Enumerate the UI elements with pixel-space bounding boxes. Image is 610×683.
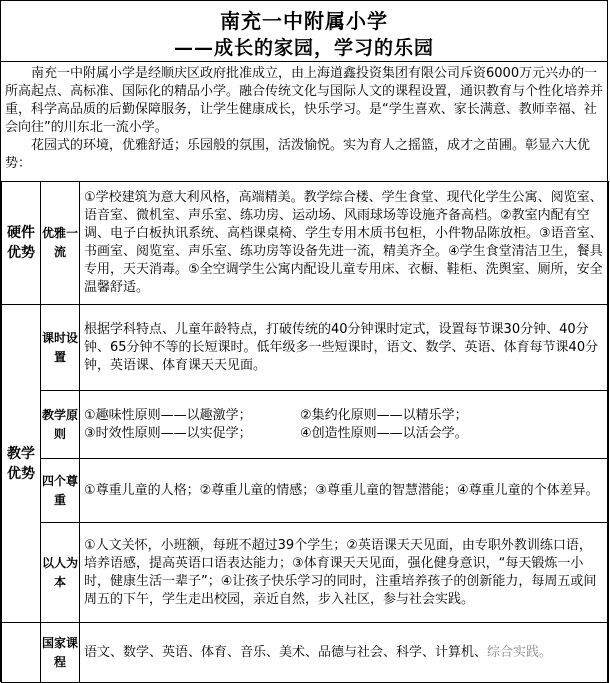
sub-principles: 教学原则 [41,391,80,459]
table-row [2,459,609,523]
sub-elegant: 优雅一流 [41,182,80,305]
principle-item: ②集约化原则——以精乐学； [300,407,468,423]
page-title: 南充一中附属小学 [220,9,388,33]
principles-content [80,391,609,459]
principle-item: ③时效性原则——以实促学； [84,425,252,441]
intro-paragraph-2: 花园式的环境，优雅舒适；乐园般的氛围，活泼愉悦。实为育人之摇篮，成才之苗圃。彰显六大优势： [5,138,591,171]
sub-national-curriculum: 国家课程 [41,623,80,683]
curriculum-faded-item: 综合实践。 [487,644,553,660]
category-teaching: 教学优势 [2,305,41,623]
four-respects-content: ①尊重儿童的人格；②尊重儿童的情感；③尊重儿童的智慧潜能；④尊重儿童的个体差异。 [80,459,609,523]
intro-section [1,61,607,179]
table-row [2,305,609,391]
curriculum-content [80,623,609,683]
sub-people-oriented: 以人为本 [41,523,80,623]
people-oriented-content: ①人文关怀，小班额，每班不超过39个学生；②英语课天天见面，由专职外教训练口语，培养语感，提高英语口语表达能力；③体育课天天见面，强化健身意识，“每天锻炼一小时，健康生活一辈子”；④让孩子快乐学习的同时，注重培养孩子的创新能力，每周五或间周五的下午，学生走出校园，亲近自然，步入社区，参与社会实践。 [80,523,609,623]
schedule-content: 根据学科特点、儿童年龄特点，打破传统的40分钟课时定式，设置每节课30分钟、40分钟、65分钟不等的长短课时。低年级多一些短课时，语文、数学、英语、体育每节课40分钟，英语课、体育课天天见面。 [80,305,609,391]
table-row [2,623,609,683]
table-row [2,391,609,459]
page-subtitle: ——成长的家园，学习的乐园 [173,37,434,59]
sub-four-respects: 四个尊重 [41,459,80,523]
intro-paragraph-1: 南充一中附属小学是经顺庆区政府批准成立，由上海道鑫投资集团有限公司斥资6000万元兴办的一所高起点、高标准、国际化的精品小学。融合传统文化与国际人文的课程设置，通识教育与个性化培养并重，科学高品质的后勤保障服务，让学生健康成长，快乐学习。是“学生喜欢、家长满意、教师幸福、社会向往”的川东北一流小学。 [5,66,604,135]
hardware-content: ①学校建筑为意大利风格，高端精美。教学综合楼、学生食堂、现代化学生公寓、阅览室、语音室、微机室、声乐室、练功房、运动场、风雨球场等设施齐备高档。②教室内配有空调、电子白板执讯系统、高档课桌椅、学生专用木质书包柜，小件物品陈放柜。③语音室、书画室、阅览室、声乐室、练功房等设备先进一流，精美齐全。④学生食堂清洁卫生，餐具专用，天天消毒。⑤全空调学生公寓内配设儿童专用床、衣橱、鞋柜、洗舆室、厕所，安全温馨舒适。 [80,182,609,305]
principle-item: ①趣味性原则——以趣激学； [84,407,252,423]
category-empty [2,623,41,683]
sub-schedule: 课时设置 [41,305,80,391]
category-hardware: 硬件优势 [2,182,41,305]
principle-item: ④创造性原则——以活会学。 [300,425,468,441]
table-row [2,182,609,305]
title-block [1,1,607,61]
curriculum-subjects: 语文、数学、英语、体育、音乐、美术、品德与社会、科学、计算机、 [84,644,488,660]
advantages-table [1,181,609,683]
table-row [2,523,609,623]
